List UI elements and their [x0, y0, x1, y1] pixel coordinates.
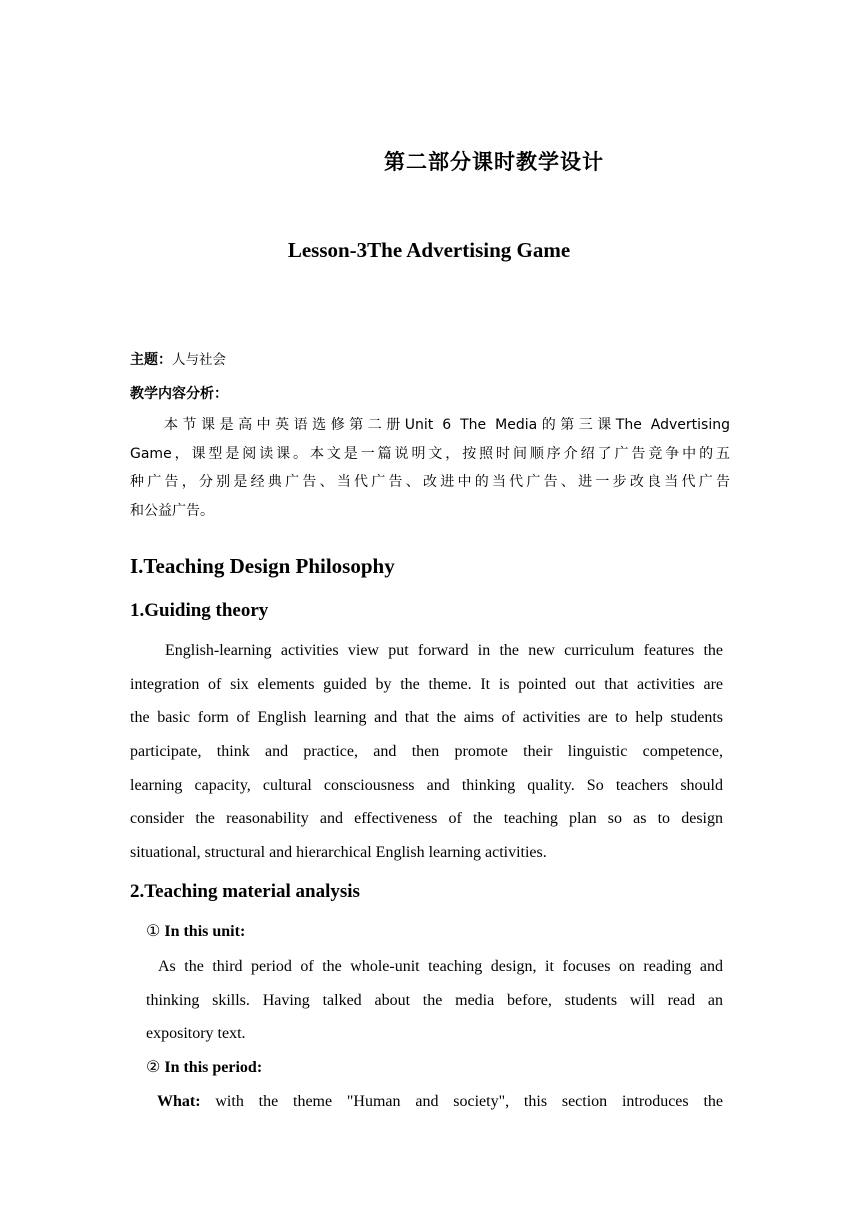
in-this-unit-line: expository text.	[146, 1025, 246, 1043]
theme-label: 主题：	[130, 352, 172, 368]
guiding-theory-paragraph	[130, 634, 723, 870]
content-analysis-label: 教学内容分析：	[130, 386, 228, 402]
guiding-theory-line: English-learning activities view put forward in the new curriculum features the	[165, 642, 723, 659]
what-paragraph	[157, 1085, 723, 1119]
content-analysis-line: 和公益广告。	[130, 502, 214, 519]
lesson-title-text: Lesson-3The Advertising Game	[287, 238, 571, 262]
guiding-theory-line: situational, structural and hierarchical English learning activities.	[130, 844, 547, 862]
part-title: 第二部分课时教学设计	[384, 150, 604, 174]
in-this-unit-paragraph	[146, 950, 723, 1051]
theme-line	[130, 348, 226, 369]
guiding-theory-line: learning capacity, cultural consciousness and thinking quality. So teachers should	[130, 776, 723, 794]
what-label: What:	[157, 1093, 201, 1110]
guiding-theory-line: integration of six elements guided by the theme. It is pointed out that activities are	[130, 675, 723, 693]
section-heading-teaching-design-philosophy: I.Teaching Design Philosophy	[130, 554, 395, 578]
guiding-theory-line: consider the reasonability and effectiveness of the teaching plan so as to design	[130, 810, 723, 828]
circled-one-marker: ①	[146, 923, 161, 940]
content-analysis-line: 本节课是高中英语选修第二册Unit 6 The Media的第三课The Advertising	[164, 417, 730, 433]
content-analysis-line: 种广告，分别是经典广告、当代广告、改进中的当代广告、进一步改良当代广告	[130, 474, 730, 490]
in-this-unit-line: As the third period of the whole-unit teaching design, it focuses on reading and	[158, 958, 723, 975]
in-this-unit-heading	[146, 921, 245, 941]
content-analysis-paragraph	[130, 411, 730, 525]
guiding-theory-line: participate, think and practice, and then promote their linguistic competence,	[130, 743, 723, 761]
in-this-unit-label: In this unit:	[164, 923, 246, 940]
lesson-title	[0, 238, 860, 263]
what-line	[157, 1085, 723, 1119]
in-this-unit-line: thinking skills. Having talked about the media before, students will read an	[146, 991, 723, 1009]
subsection-heading-teaching-material-analysis: 2.Teaching material analysis	[130, 881, 360, 902]
in-this-period-label: In this period:	[164, 1059, 263, 1076]
content-analysis-line: Game，课型是阅读课。本文是一篇说明文，按照时间顺序介绍了广告竞争中的五	[130, 445, 730, 462]
guiding-theory-line: the basic form of English learning and that the aims of activities are to help students	[130, 709, 723, 727]
in-this-period-heading	[146, 1057, 262, 1077]
subsection-heading-guiding-theory: 1.Guiding theory	[130, 600, 269, 621]
what-text: with the theme "Human and society", this section introduces the	[215, 1093, 723, 1110]
circled-two-marker: ②	[146, 1059, 161, 1076]
theme-value: 人与社会	[172, 352, 226, 368]
